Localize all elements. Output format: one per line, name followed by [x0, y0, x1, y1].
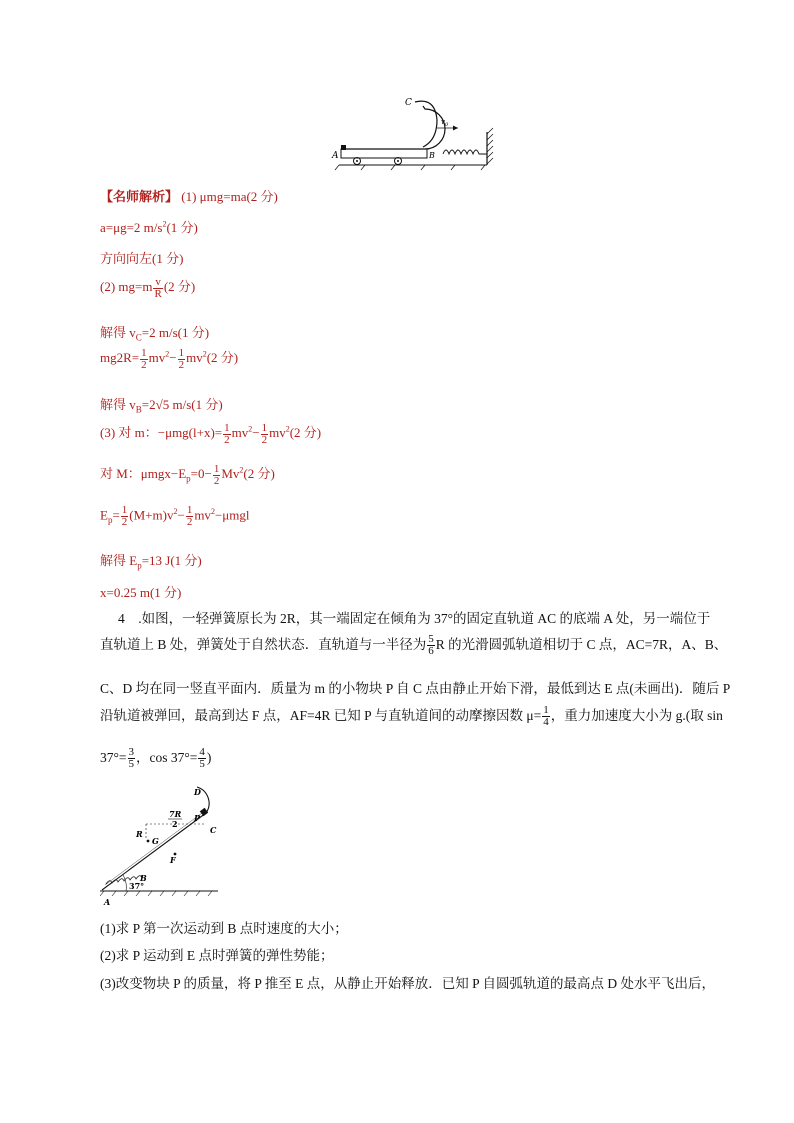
exp: 2 [239, 465, 244, 475]
problem-text: 沿轨道被弹回，最高到达 F 点，AF=4R 已知 P 与直轨道间的动摩擦因数 μ= [100, 708, 542, 723]
problem-line-1 [118, 607, 710, 627]
solution-line-8 [100, 422, 321, 446]
sqrt: √5 [155, 397, 170, 412]
eq-text: m/s(1 分) [169, 397, 223, 412]
fig2-label-2: 2 [172, 819, 178, 829]
question-2 [100, 944, 334, 964]
solution-eq-2: a=μg=2 m/s [100, 220, 163, 235]
fraction: $\frac{1}{2}$ [213, 462, 220, 487]
solution-line-7 [100, 394, 223, 415]
solution-line-2 [100, 217, 198, 236]
eq-text: = [112, 507, 120, 523]
question-text: (2)求 P 运动到 E 点时弹簧的弹性势能； [100, 948, 334, 963]
fig2-label-B: B [140, 873, 147, 883]
fig1-label-A: A [332, 151, 339, 161]
score: (2 分) [289, 425, 322, 440]
solution-line-10 [100, 505, 249, 528]
fig1-label-v0: $v_0$ [441, 118, 449, 128]
minus: − [169, 350, 177, 365]
problem-line-3 [100, 677, 730, 697]
minus: − [177, 507, 185, 523]
fraction: $\frac{1}{4}$ [543, 704, 549, 729]
fig2-label-P: P [194, 813, 201, 823]
eq-text: =2 m/s(1 分) [141, 325, 210, 340]
score: (2 分) [163, 279, 196, 294]
problem-text: ，cos 37°= [136, 750, 198, 765]
eq-text: mv [269, 425, 286, 440]
eq-text: (3) 对 m：−μmg(l+x)= [100, 425, 223, 440]
solution-line-12 [100, 582, 181, 601]
exp: 2 [202, 349, 207, 359]
fig2-label-G: G [152, 836, 159, 846]
subscript: p [137, 560, 142, 571]
solution-line-1 [100, 186, 278, 205]
eq-text: =13 J(1 分) [141, 553, 202, 568]
problem-text: ) [206, 750, 212, 765]
solution-header: 【名师解析】 [100, 189, 179, 204]
fraction: $\frac{1}{2}$ [186, 504, 193, 528]
eq-text: 解得 v [100, 325, 136, 340]
solution-line-3 [100, 248, 183, 267]
question-text: (3)改变物块 P 的质量，将 P 推至 E 点，从静止开始释放．已知 P 自圆弧轨道的最高点 D 处水平飞出后， [100, 976, 716, 991]
eq-text: mv [194, 507, 211, 523]
eq-text: (2) mg=m [100, 279, 153, 294]
problem-text: ，重力加速度大小为 g.(取 sin [550, 708, 723, 723]
fig2-label-R: R [136, 829, 143, 839]
fig2-label-7R: 7R [169, 809, 182, 819]
eq-text: −μmgl [214, 507, 250, 523]
solution-line-9 [100, 463, 275, 487]
solution-line-11 [100, 550, 202, 571]
exp: 2 [210, 507, 215, 517]
solution-line-6 [100, 347, 238, 371]
fig2-label-C: C [210, 825, 217, 835]
exp: 2 [165, 349, 170, 359]
problem-line-4 [100, 704, 723, 728]
fraction: $\frac{v}{R}$ [154, 275, 162, 300]
exp: 2 [285, 424, 290, 434]
problem-text: 37°= [100, 750, 127, 765]
score: (2 分) [206, 350, 239, 365]
problem-text: 直轨道上 B 处，弹簧处于自然状态．直轨道与一半径为 [100, 637, 427, 652]
eq-text: 解得 E [100, 553, 138, 568]
solution-direction: 方向向左(1 分) [100, 251, 184, 266]
eq-text: Mv [221, 466, 240, 481]
exp: 2 [248, 424, 253, 434]
problem-line-2 [100, 633, 727, 657]
fig2-label-angle: 37° [129, 881, 145, 891]
fig2-label-F: F [170, 855, 176, 865]
problem-text: 4 .如图，一轻弹簧原长为 2R，其一端固定在倾角为 37°的固定直轨道 AC 的底端 A 处，另一端位于 [118, 611, 711, 626]
problem-text: C、D 均在同一竖直平面内．质量为 m 的小物块 P 自 C 点由静止开始下滑，最低到达 E 点(未画出)．随后 P [100, 681, 731, 696]
fraction: $\frac{1}{2}$ [224, 421, 230, 446]
subscript: p [107, 515, 113, 526]
fig1-label-C: C [405, 98, 412, 108]
problem-text: R 的光滑圆弧轨道相切于 C 点，AC=7R，A、B、 [435, 637, 728, 652]
fraction: $\frac{1}{2}$ [141, 346, 147, 371]
solution-eq-1: (1) μmg=ma(2 分) [181, 189, 278, 204]
question-3 [100, 972, 715, 992]
figure-incline-track [96, 783, 221, 908]
subscript: B [135, 404, 142, 415]
eq-text: E [100, 507, 108, 523]
exp: 2 [173, 507, 178, 517]
exp: 2 [162, 219, 167, 229]
subscript: C [135, 332, 142, 343]
fig2-label-A: A [104, 897, 111, 907]
eq-text: =0− [190, 466, 212, 481]
fig1-label-B: B [429, 151, 435, 160]
eq-text: =2 [141, 397, 156, 412]
eq-text: 对 M：μmgx−E [100, 466, 187, 481]
minus: − [252, 425, 260, 440]
question-text: (1)求 P 第一次运动到 B 点时速度的大小； [100, 921, 348, 936]
figure-cart-spring [325, 92, 500, 172]
fraction: $\frac{4}{5}$ [199, 746, 205, 771]
fig2-label-D: D [194, 787, 201, 797]
fraction: $\frac{1}{2}$ [261, 421, 268, 446]
eq-text: 解得 v [100, 397, 136, 412]
eq-text: mv [148, 350, 166, 365]
eq-text: mv [186, 350, 203, 365]
fraction: $\frac{1}{2}$ [121, 504, 128, 528]
eq-text: (M+m)v [129, 507, 174, 523]
solution-line-5 [100, 322, 209, 343]
eq-text: mg2R= [100, 350, 140, 365]
solution-line-4 [100, 276, 195, 300]
eq-text: x=0.25 m(1 分) [100, 585, 182, 600]
fraction: $\frac{3}{5}$ [128, 746, 135, 771]
question-1 [100, 917, 348, 937]
problem-line-5 [100, 746, 211, 770]
eq-text: mv [231, 425, 249, 440]
fraction: $\frac{1}{2}$ [178, 346, 185, 371]
score: (2 分) [243, 466, 275, 481]
subscript: p [186, 473, 191, 484]
fraction: $\frac{5}{6}$ [428, 633, 434, 658]
score: (1 分) [166, 220, 198, 235]
